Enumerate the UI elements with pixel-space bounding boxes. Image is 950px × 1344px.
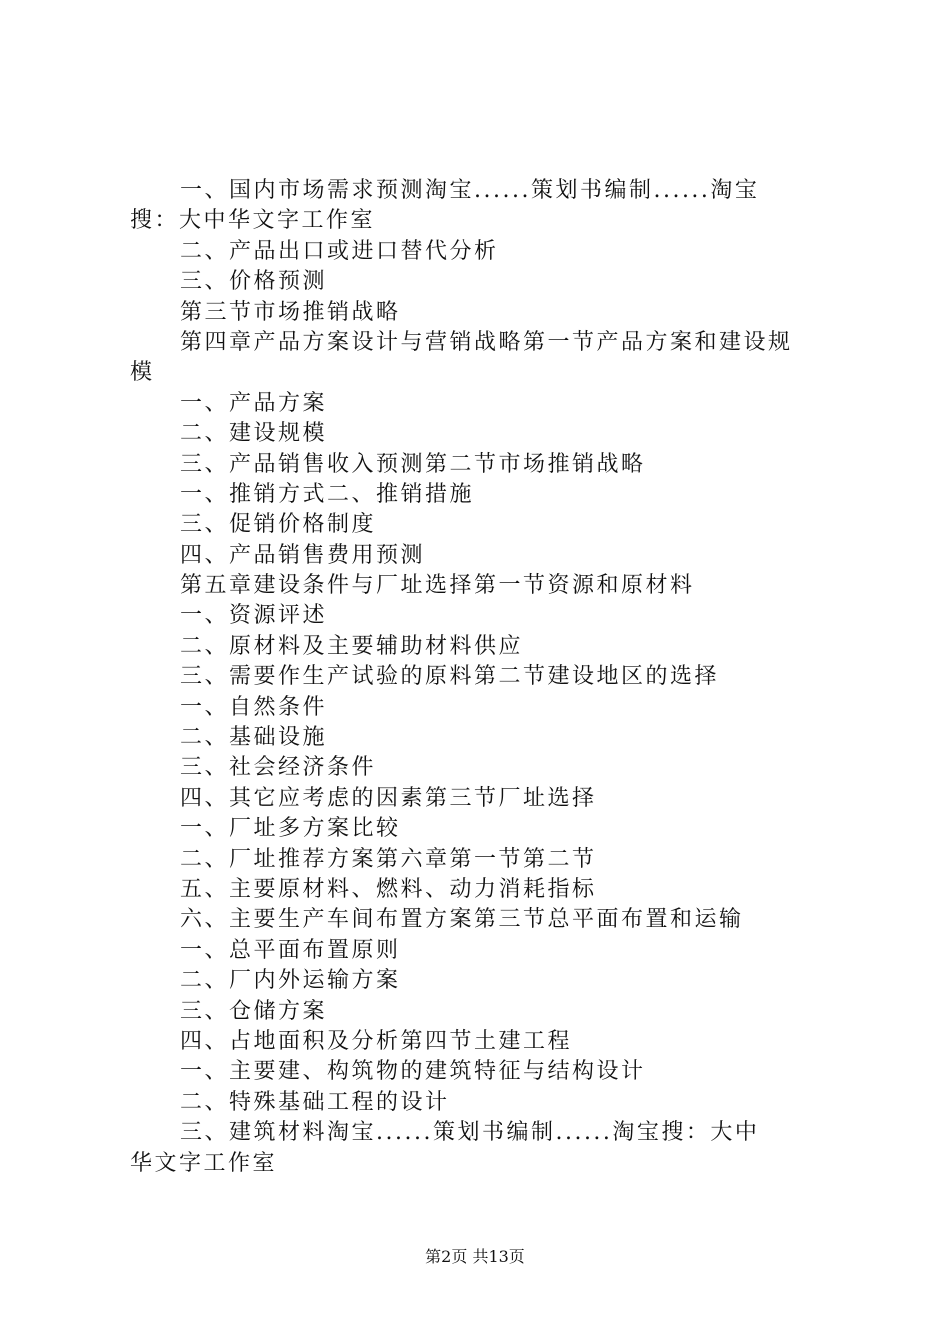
text-line: 六、主要生产车间布置方案第三节总平面布置和运输 [180, 907, 744, 933]
text-line: 二、建设规模 [180, 421, 328, 447]
text-line: 二、特殊基础工程的设计 [180, 1089, 450, 1115]
text-line: 三、建筑材料淘宝......策划书编制......淘宝搜：大中 [180, 1120, 760, 1146]
text-line: 五、主要原材料、燃料、动力消耗指标 [180, 876, 597, 902]
text-line: 四、占地面积及分析第四节土建工程 [180, 1028, 573, 1054]
text-line: 二、厂内外运输方案 [180, 968, 401, 994]
text-line: 四、其它应考虑的因素第三节厂址选择 [180, 785, 597, 811]
text-line: 一、厂址多方案比较 [180, 816, 401, 842]
text-line: 第四章产品方案设计与营销战略第一节产品方案和建设规 [180, 329, 793, 355]
text-line: 四、产品销售费用预测 [180, 542, 426, 568]
text-line: 第五章建设条件与厂址选择第一节资源和原材料 [180, 573, 695, 599]
text-line: 二、基础设施 [180, 725, 328, 751]
text-line: 二、产品出口或进口替代分析 [180, 238, 499, 264]
text-line: 三、仓储方案 [180, 998, 328, 1024]
text-line: 一、自然条件 [180, 694, 328, 720]
text-line: 第三节市场推销战略 [180, 299, 401, 325]
text-line: 一、主要建、构筑物的建筑特征与结构设计 [180, 1059, 646, 1085]
text-line: 二、原材料及主要辅助材料供应 [180, 633, 524, 659]
text-line: 三、价格预测 [180, 269, 328, 295]
text-line: 搜：大中华文字工作室 [130, 208, 376, 234]
document-body [130, 176, 830, 1179]
text-line: 一、推销方式二、推销措施 [180, 481, 475, 507]
text-line: 一、国内市场需求预测淘宝......策划书编制......淘宝 [180, 178, 760, 203]
page-footer: 第2页 共13页 [425, 1247, 525, 1266]
text-line: 二、厂址推荐方案第六章第一节第二节 [180, 846, 597, 872]
text-line: 一、资源评述 [180, 603, 328, 629]
text-line: 一、产品方案 [180, 390, 328, 416]
text-line: 华文字工作室 [130, 1150, 278, 1176]
text-line: 一、总平面布置原则 [180, 937, 401, 963]
text-line: 模 [130, 360, 155, 386]
text-line: 三、促销价格制度 [180, 512, 377, 538]
text-line: 三、需要作生产试验的原料第二节建设地区的选择 [180, 664, 720, 690]
text-line: 三、社会经济条件 [180, 755, 377, 781]
text-line: 三、产品销售收入预测第二节市场推销战略 [180, 451, 646, 477]
